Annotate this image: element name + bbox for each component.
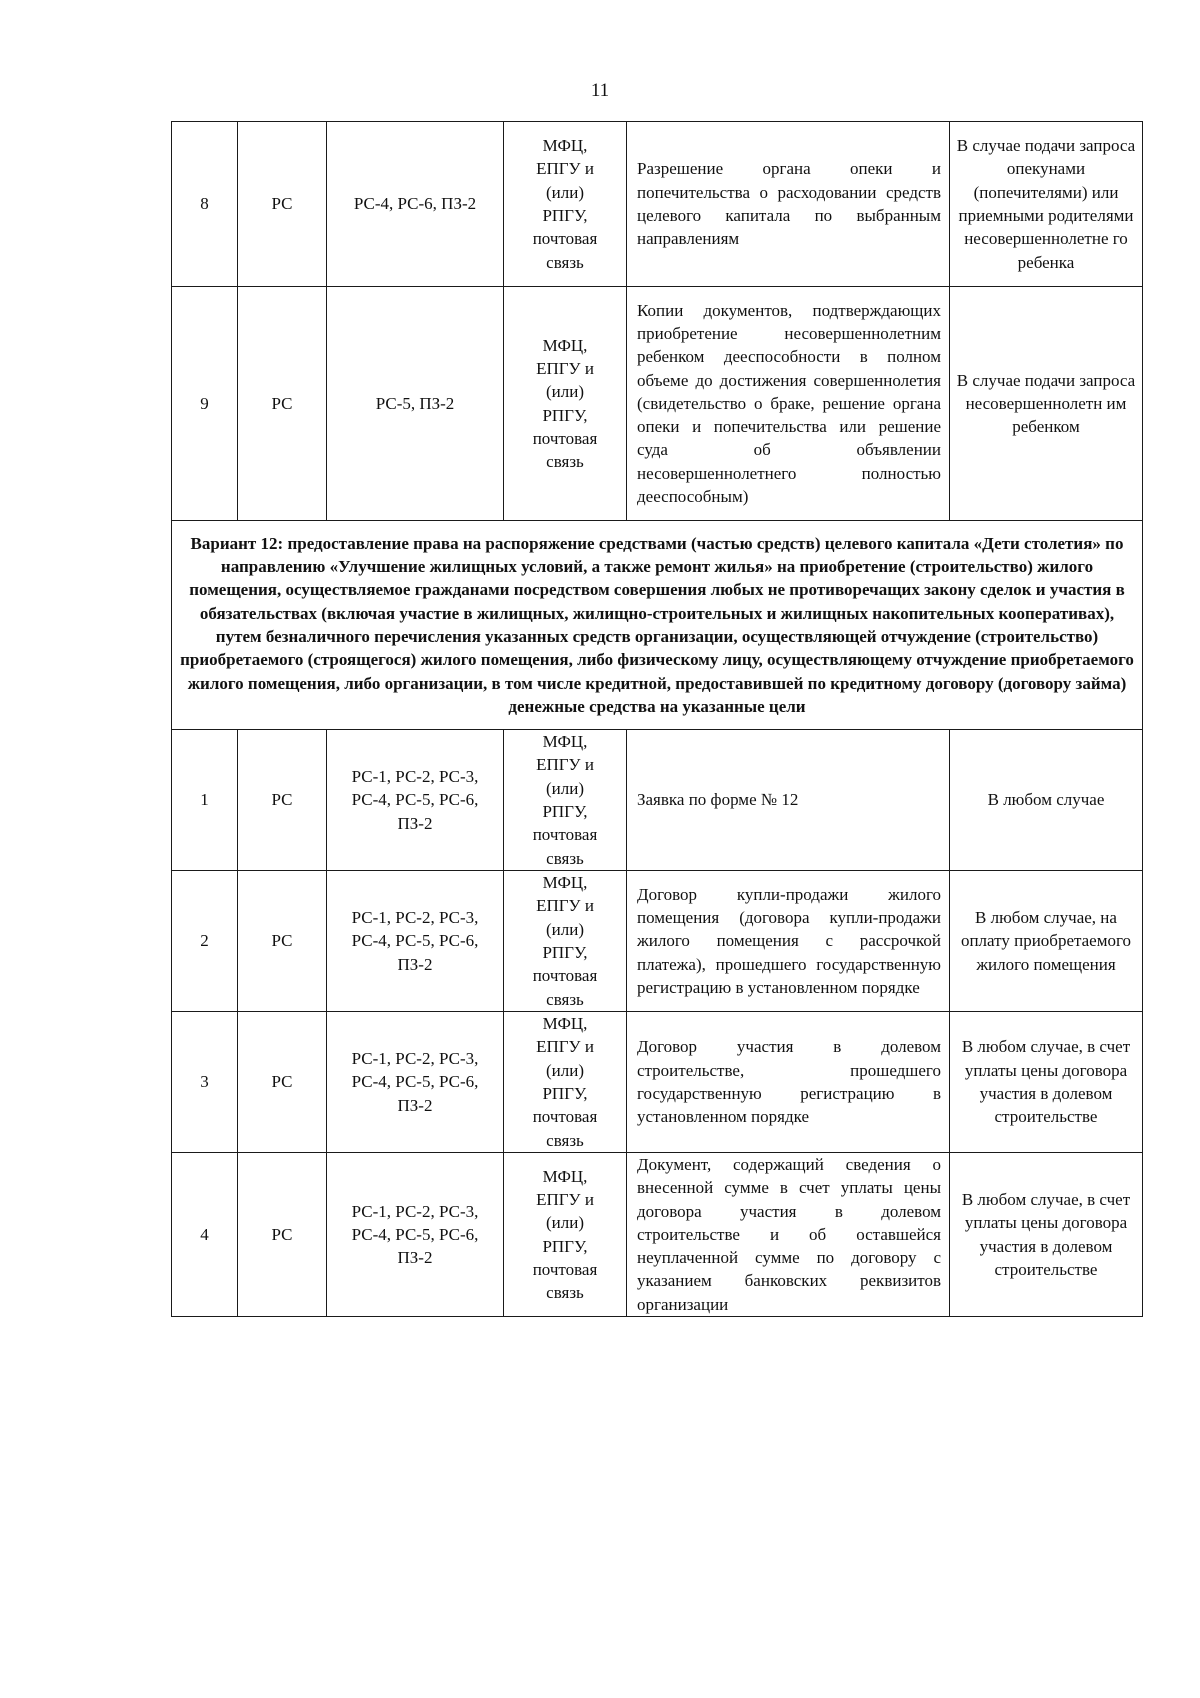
table-row: [172, 1012, 1143, 1153]
row-channel: МФЦ, ЕПГУ и (или) РПГУ, почтовая связь: [504, 871, 627, 1012]
row-document: Заявка по форме № 12: [627, 730, 950, 871]
documents-table: [171, 121, 1143, 1317]
row-channel: МФЦ, ЕПГУ и (или) РПГУ, почтовая связь: [504, 1012, 627, 1153]
table-row: [172, 730, 1143, 871]
row-channel: МФЦ, ЕПГУ и (или) РПГУ, почтовая связь: [504, 287, 627, 521]
table-row: [172, 287, 1143, 521]
row-codes: РС-1, РС-2, РС-3, РС-4, РС-5, РС-6, ПЗ-2: [327, 730, 504, 871]
row-condition: В случае подачи запроса несовершеннолетн им ребенком: [950, 287, 1143, 521]
row-number: 9: [172, 287, 238, 521]
row-channel: МФЦ, ЕПГУ и (или) РПГУ, почтовая связь: [504, 730, 627, 871]
row-type: РС: [238, 871, 327, 1012]
row-document: Копии документов, подтверждающих приобретение несовершеннолетним ребенком дееспособности в полном объеме до достижения совершеннолетия (свидетельство о браке, решение органа опеки и попечительства или решение суда об объявлении несовершеннолетнего полностью дееспособным): [627, 287, 950, 521]
row-type: РС: [238, 122, 327, 287]
row-type: РС: [238, 1012, 327, 1153]
table-row: [172, 122, 1143, 287]
row-condition: В любом случае, в счет уплаты цены договора участия в долевом строительстве: [950, 1153, 1143, 1317]
row-channel: МФЦ, ЕПГУ и (или) РПГУ, почтовая связь: [504, 1153, 627, 1317]
table-row: [172, 1153, 1143, 1317]
variant-heading: Вариант 12: предоставление права на распоряжение средствами (частью средств) целевого капитала «Дети столетия» по направлению «Улучшение жилищных условий, а также ремонт жилья» на приобретение (строительство) жилого помещения, осуществляемое гражданами посредством совершения любых не противоречащих закону сделок и участия в обязательствах (включая участие в жилищных, жилищно-строительных и жилищных накопительных кооперативах), путем безналичного перечисления указанных средств организации, осуществляющей отчуждение (строительство) приобретаемого (строящегося) жилого помещения, либо физическому лицу, осуществляющему отчуждение приобретаемого жилого помещения, либо организации, в том числе кредитной, предоставившей по кредитному договору (договору займа) денежные средства на указанные цели: [172, 521, 1143, 730]
row-number: 8: [172, 122, 238, 287]
row-condition: В любом случае: [950, 730, 1143, 871]
row-document: Договор участия в долевом строительстве, прошедшего государственную регистрацию в установленном порядке: [627, 1012, 950, 1153]
row-condition: В любом случае, на оплату приобретаемого жилого помещения: [950, 871, 1143, 1012]
row-document: Разрешение органа опеки и попечительства о расходовании средств целевого капитала по выбранным направлениям: [627, 122, 950, 287]
table-row: [172, 871, 1143, 1012]
row-channel: МФЦ, ЕПГУ и (или) РПГУ, почтовая связь: [504, 122, 627, 287]
row-type: РС: [238, 730, 327, 871]
row-document: Договор купли-продажи жилого помещения (договора купли-продажи жилого помещения с рассрочкой платежа), прошедшего государственную регистрацию в установленном порядке: [627, 871, 950, 1012]
row-document: Документ, содержащий сведения о внесенной сумме в счет уплаты цены договора участия в долевом строительстве и об оставшейся неуплаченной сумме по договору с указанием банковских реквизитов организации: [627, 1153, 950, 1317]
row-number: 3: [172, 1012, 238, 1153]
row-type: РС: [238, 1153, 327, 1317]
page-number: 11: [590, 80, 610, 101]
row-condition: В случае подачи запроса опекунами (попечителями) или приемными родителями несовершеннолетне го ребенка: [950, 122, 1143, 287]
row-number: 2: [172, 871, 238, 1012]
row-type: РС: [238, 287, 327, 521]
row-codes: РС-1, РС-2, РС-3, РС-4, РС-5, РС-6, ПЗ-2: [327, 1012, 504, 1153]
row-condition: В любом случае, в счет уплаты цены договора участия в долевом строительстве: [950, 1012, 1143, 1153]
variant-heading-row: [172, 521, 1143, 730]
row-codes: РС-1, РС-2, РС-3, РС-4, РС-5, РС-6, ПЗ-2: [327, 1153, 504, 1317]
row-codes: РС-4, РС-6, ПЗ-2: [327, 122, 504, 287]
row-number: 1: [172, 730, 238, 871]
row-number: 4: [172, 1153, 238, 1317]
row-codes: РС-5, ПЗ-2: [327, 287, 504, 521]
row-codes: РС-1, РС-2, РС-3, РС-4, РС-5, РС-6, ПЗ-2: [327, 871, 504, 1012]
